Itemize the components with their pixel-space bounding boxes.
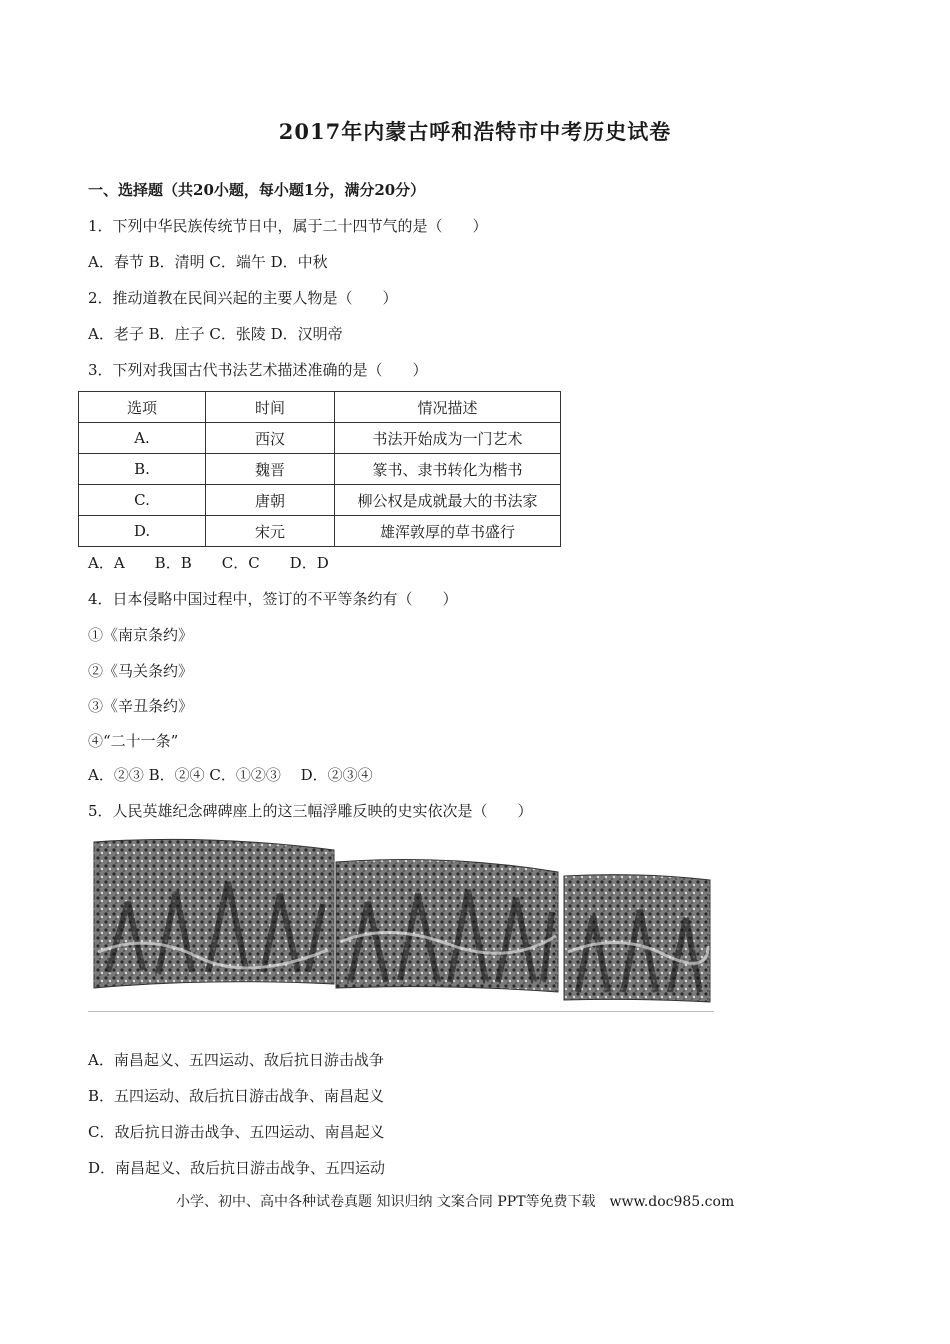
question-4-item: ②《马关条约》 — [88, 662, 194, 680]
question-5-option-a: A．南昌起义、五四运动、敌后抗日游击战争 — [88, 1051, 384, 1069]
relief-panel-2 — [336, 860, 558, 992]
table-header-cell: 情况描述 — [335, 392, 561, 423]
relief-sculpture-image — [88, 832, 714, 1008]
table-cell: 书法开始成为一门艺术 — [335, 423, 561, 454]
table-header-cell: 时间 — [206, 392, 335, 423]
table-cell: 雄浑敦厚的草书盛行 — [335, 516, 561, 547]
table-header-cell: 选项 — [79, 392, 206, 423]
exam-title: 2017年内蒙古呼和浩特市中考历史试卷 — [278, 119, 672, 144]
relief-panel-3 — [564, 875, 710, 1002]
calligraphy-table — [78, 391, 561, 547]
table-header-row — [79, 392, 561, 423]
table-cell: 西汉 — [206, 423, 335, 454]
question-4-options: A．②③ B．②④ C．①②③ D．②③④ — [88, 766, 373, 784]
question-5-option-b: B．五四运动、敌后抗日游击战争、南昌起义 — [88, 1087, 385, 1105]
question-5-option-c: C．敌后抗日游击战争、五四运动、南昌起义 — [88, 1123, 385, 1141]
table-cell: B. — [79, 454, 206, 485]
table-row — [79, 485, 561, 516]
question-1-options: A．春节 B．清明 C．端午 D．中秋 — [88, 253, 328, 271]
question-4-item: ④“二十一条” — [88, 732, 179, 750]
question-4-stem: 4．日本侵略中国过程中，签订的不平等条约有（ ） — [88, 590, 458, 608]
question-5-stem: 5．人民英雄纪念碑碑座上的这三幅浮雕反映的史实依次是（ ） — [88, 802, 533, 820]
table-cell: 唐朝 — [206, 485, 335, 516]
question-2-stem: 2．推动道教在民间兴起的主要人物是（ ） — [88, 289, 398, 307]
table-row — [79, 423, 561, 454]
table-cell: 魏晋 — [206, 454, 335, 485]
question-2-options: A．老子 B．庄子 C．张陵 D．汉明帝 — [88, 325, 343, 343]
table-cell: 柳公权是成就最大的书法家 — [335, 485, 561, 516]
table-cell: C. — [79, 485, 206, 516]
table-cell: 宋元 — [206, 516, 335, 547]
question-5-option-d: D．南昌起义、敌后抗日游击战争、五四运动 — [88, 1159, 386, 1177]
table-cell: D. — [79, 516, 206, 547]
table-cell: A. — [79, 423, 206, 454]
relief-panel-1 — [94, 839, 334, 988]
section-heading: 一、选择题（共20小题，每小题1分，满分20分） — [88, 181, 426, 199]
page-footer: 小学、初中、高中各种试卷真题 知识归纳 文案合同 PPT等免费下载 www.doc985.com — [176, 1194, 735, 1210]
question-3-stem: 3．下列对我国古代书法艺术描述准确的是（ ） — [88, 361, 428, 379]
table-cell: 篆书、隶书转化为楷书 — [335, 454, 561, 485]
table-row — [79, 516, 561, 547]
table-row — [79, 454, 561, 485]
image-divider — [88, 1011, 714, 1012]
question-4-item: ①《南京条约》 — [88, 626, 194, 644]
question-4-item: ③《辛丑条约》 — [88, 697, 194, 715]
question-1-stem: 1．下列中华民族传统节日中，属于二十四节气的是（ ） — [88, 217, 488, 235]
question-3-options: A．A B．B C．C D．D — [88, 554, 329, 572]
